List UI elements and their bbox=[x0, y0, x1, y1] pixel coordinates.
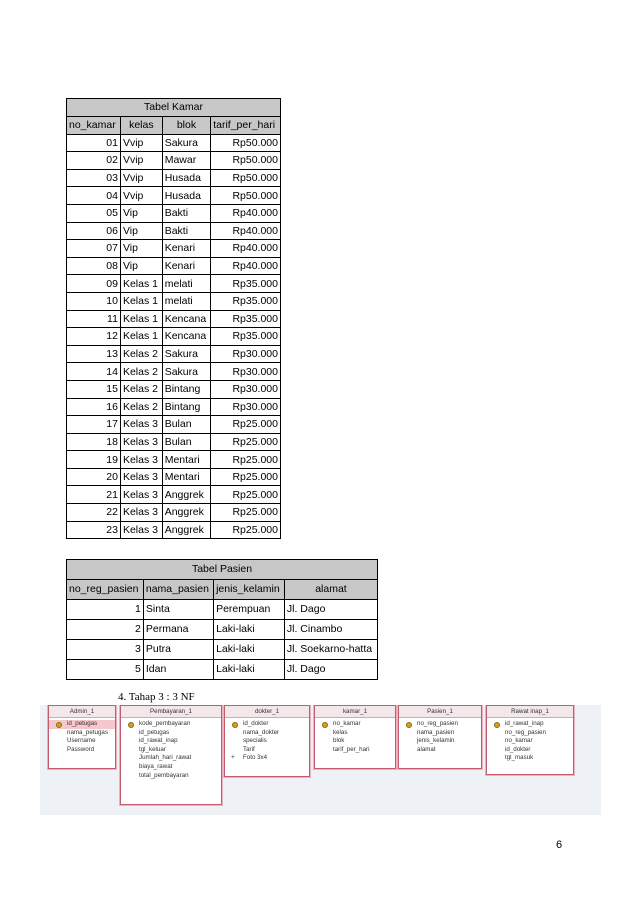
entity-title: Pasien_1 bbox=[399, 706, 481, 718]
entity-field: blok bbox=[333, 737, 345, 745]
kamar-cell: 09 bbox=[67, 275, 121, 293]
pasien-header-cell: nama_pasien bbox=[143, 580, 213, 600]
kamar-cell: Bulan bbox=[162, 433, 210, 451]
kamar-cell: 16 bbox=[67, 398, 121, 416]
entity-field: id_petugas bbox=[139, 728, 170, 736]
kamar-header-row bbox=[67, 116, 281, 134]
kamar-cell: 22 bbox=[67, 504, 121, 522]
kamar-cell: 08 bbox=[67, 257, 121, 275]
kamar-cell: Rp35.000 bbox=[211, 310, 281, 328]
kamar-row bbox=[67, 169, 281, 187]
kamar-cell: Kelas 2 bbox=[120, 345, 162, 363]
pasien-cell: Permana bbox=[143, 620, 213, 640]
kamar-cell: melati bbox=[162, 275, 210, 293]
pasien-cell: Jl. Dago bbox=[284, 660, 377, 680]
kamar-row bbox=[67, 451, 281, 469]
kamar-cell: Vip bbox=[120, 222, 162, 240]
kamar-cell: Mentari bbox=[162, 451, 210, 469]
pasien-header-cell: jenis_kelamin bbox=[214, 580, 285, 600]
kamar-row bbox=[67, 292, 281, 310]
kamar-cell: Kelas 3 bbox=[120, 521, 162, 539]
entity-field: id_dokter bbox=[505, 745, 531, 753]
entity-field: Jumlah_hari_rawat bbox=[139, 754, 192, 762]
kamar-cell: Kelas 2 bbox=[120, 380, 162, 398]
kamar-cell: 02 bbox=[67, 152, 121, 170]
kamar-row bbox=[67, 345, 281, 363]
kamar-cell: 04 bbox=[67, 187, 121, 205]
kamar-cell: Kelas 3 bbox=[120, 433, 162, 451]
kamar-cell: Rp50.000 bbox=[211, 134, 281, 152]
pasien-row bbox=[67, 660, 378, 680]
kamar-cell: 20 bbox=[67, 468, 121, 486]
kamar-row bbox=[67, 222, 281, 240]
kamar-cell: 15 bbox=[67, 380, 121, 398]
kamar-cell: Rp35.000 bbox=[211, 292, 281, 310]
entity-field: id_rawat_inap bbox=[139, 737, 178, 745]
kamar-cell: Kelas 1 bbox=[120, 310, 162, 328]
kamar-row bbox=[67, 310, 281, 328]
kamar-row bbox=[67, 521, 281, 539]
kamar-row bbox=[67, 398, 281, 416]
entity-box[interactable] bbox=[398, 705, 482, 769]
kamar-cell: Vip bbox=[120, 204, 162, 222]
entity-field: Password bbox=[67, 745, 95, 753]
primary-key-field: id_rawat_inap bbox=[487, 720, 573, 729]
entity-field-list bbox=[49, 718, 115, 754]
kamar-cell: 14 bbox=[67, 363, 121, 381]
kamar-cell: Rp40.000 bbox=[211, 222, 281, 240]
kamar-cell: 18 bbox=[67, 433, 121, 451]
kamar-row bbox=[67, 328, 281, 346]
kamar-cell: Rp50.000 bbox=[211, 169, 281, 187]
kamar-cell: Kelas 3 bbox=[120, 486, 162, 504]
kamar-cell: Husada bbox=[162, 187, 210, 205]
entity-field: kelas bbox=[333, 728, 348, 736]
kamar-row bbox=[67, 416, 281, 434]
entity-box[interactable] bbox=[224, 705, 310, 777]
kamar-cell: Rp25.000 bbox=[211, 486, 281, 504]
kamar-row bbox=[67, 486, 281, 504]
kamar-cell: Kelas 2 bbox=[120, 363, 162, 381]
primary-key-field: kode_pembayaran bbox=[121, 720, 221, 729]
kamar-cell: Bintang bbox=[162, 398, 210, 416]
pasien-cell: Laki-laki bbox=[214, 620, 285, 640]
kamar-cell: 10 bbox=[67, 292, 121, 310]
kamar-row bbox=[67, 240, 281, 258]
kamar-cell: 07 bbox=[67, 240, 121, 258]
entity-box[interactable] bbox=[48, 705, 116, 769]
kamar-cell: Rp40.000 bbox=[211, 204, 281, 222]
primary-key-field: no_kamar bbox=[315, 720, 395, 729]
kamar-cell: Rp25.000 bbox=[211, 521, 281, 539]
pasien-cell: 5 bbox=[67, 660, 144, 680]
kamar-cell: Rp50.000 bbox=[211, 187, 281, 205]
pasien-cell: Jl. Cinambo bbox=[284, 620, 377, 640]
pasien-cell: Jl. Soekarno-hatta bbox=[284, 640, 377, 660]
kamar-cell: Mentari bbox=[162, 468, 210, 486]
kamar-cell: Mawar bbox=[162, 152, 210, 170]
section-heading: 4. Tahap 3 : 3 NF bbox=[118, 691, 195, 703]
kamar-cell: 21 bbox=[67, 486, 121, 504]
kamar-row bbox=[67, 257, 281, 275]
kamar-cell: Vip bbox=[120, 240, 162, 258]
pasien-cell: 1 bbox=[67, 600, 144, 620]
kamar-cell: Kelas 3 bbox=[120, 468, 162, 486]
entity-field: tgl_masuk bbox=[505, 754, 534, 762]
kamar-row bbox=[67, 380, 281, 398]
entity-field: nama_petugas bbox=[67, 728, 108, 736]
kamar-cell: Rp50.000 bbox=[211, 152, 281, 170]
kamar-cell: Rp30.000 bbox=[211, 345, 281, 363]
entity-field: Username bbox=[67, 737, 96, 745]
entity-field-list bbox=[487, 718, 573, 763]
pasien-cell: Perempuan bbox=[214, 600, 285, 620]
entity-title: Rawat inap_1 bbox=[487, 706, 573, 718]
entity-field: no_kamar bbox=[505, 737, 533, 745]
kamar-table bbox=[66, 98, 281, 539]
kamar-cell: Vvip bbox=[120, 134, 162, 152]
kamar-header-cell: tarif_per_hari bbox=[211, 116, 281, 134]
kamar-cell: Vvip bbox=[120, 187, 162, 205]
kamar-cell: Vvip bbox=[120, 169, 162, 187]
entity-field-list bbox=[121, 718, 221, 780]
kamar-row bbox=[67, 275, 281, 293]
kamar-row bbox=[67, 152, 281, 170]
kamar-cell: Sakura bbox=[162, 363, 210, 381]
kamar-cell: Rp40.000 bbox=[211, 257, 281, 275]
entity-field-list bbox=[399, 718, 481, 754]
entity-title: Pembayaran_1 bbox=[121, 706, 221, 718]
pasien-cell: Sinta bbox=[143, 600, 213, 620]
kamar-cell: 01 bbox=[67, 134, 121, 152]
primary-key-field: no_reg_pasien bbox=[399, 720, 481, 729]
kamar-cell: Rp25.000 bbox=[211, 468, 281, 486]
entity-field-list bbox=[225, 718, 309, 763]
pasien-cell: Putra bbox=[143, 640, 213, 660]
kamar-cell: Bakti bbox=[162, 204, 210, 222]
kamar-cell: 06 bbox=[67, 222, 121, 240]
kamar-cell: 17 bbox=[67, 416, 121, 434]
entity-field: nama_pasien bbox=[417, 728, 455, 736]
kamar-cell: Rp35.000 bbox=[211, 328, 281, 346]
kamar-header-cell: no_kamar bbox=[67, 116, 121, 134]
kamar-cell: Anggrek bbox=[162, 486, 210, 504]
entity-field-list bbox=[315, 718, 395, 754]
kamar-row bbox=[67, 363, 281, 381]
pasien-row bbox=[67, 620, 378, 640]
pasien-table bbox=[66, 559, 378, 680]
kamar-cell: Anggrek bbox=[162, 521, 210, 539]
entity-box[interactable] bbox=[486, 705, 574, 775]
kamar-cell: Rp25.000 bbox=[211, 451, 281, 469]
entity-title: Admin_1 bbox=[49, 706, 115, 718]
kamar-cell: Husada bbox=[162, 169, 210, 187]
kamar-header-cell: kelas bbox=[120, 116, 162, 134]
pasien-cell: 3 bbox=[67, 640, 144, 660]
kamar-row bbox=[67, 187, 281, 205]
pasien-row bbox=[67, 640, 378, 660]
pasien-cell: Laki-laki bbox=[214, 640, 285, 660]
kamar-cell: Kencana bbox=[162, 310, 210, 328]
kamar-cell: 11 bbox=[67, 310, 121, 328]
kamar-row bbox=[67, 134, 281, 152]
entity-title: kamar_1 bbox=[315, 706, 395, 718]
entity-field: tarif_per_hari bbox=[333, 745, 370, 753]
kamar-cell: Bulan bbox=[162, 416, 210, 434]
kamar-cell: Kelas 3 bbox=[120, 451, 162, 469]
kamar-cell: Vvip bbox=[120, 152, 162, 170]
kamar-cell: Kenari bbox=[162, 257, 210, 275]
kamar-row bbox=[67, 468, 281, 486]
pasien-header-cell: alamat bbox=[284, 580, 377, 600]
kamar-cell: melati bbox=[162, 292, 210, 310]
kamar-cell: Rp25.000 bbox=[211, 416, 281, 434]
entity-field: jenis_kelamin bbox=[417, 737, 455, 745]
pasien-row bbox=[67, 600, 378, 620]
kamar-table-title: Tabel Kamar bbox=[67, 99, 281, 117]
kamar-cell: 13 bbox=[67, 345, 121, 363]
kamar-cell: Rp40.000 bbox=[211, 240, 281, 258]
kamar-cell: 23 bbox=[67, 521, 121, 539]
kamar-cell: Rp35.000 bbox=[211, 275, 281, 293]
kamar-cell: Kelas 2 bbox=[120, 398, 162, 416]
kamar-cell: 19 bbox=[67, 451, 121, 469]
entity-field: specialis bbox=[243, 737, 267, 745]
kamar-cell: Kelas 3 bbox=[120, 504, 162, 522]
kamar-cell: Vip bbox=[120, 257, 162, 275]
kamar-cell: 05 bbox=[67, 204, 121, 222]
kamar-cell: Rp25.000 bbox=[211, 504, 281, 522]
kamar-cell: Rp30.000 bbox=[211, 398, 281, 416]
pasien-cell: Idan bbox=[143, 660, 213, 680]
entity-title: dokter_1 bbox=[225, 706, 309, 718]
kamar-cell: Kelas 3 bbox=[120, 416, 162, 434]
entity-field: + Foto 3x4 bbox=[225, 754, 309, 763]
kamar-row bbox=[67, 504, 281, 522]
kamar-cell: Kenari bbox=[162, 240, 210, 258]
pasien-header-row bbox=[67, 580, 378, 600]
page-number: 6 bbox=[556, 839, 563, 851]
kamar-cell: Bakti bbox=[162, 222, 210, 240]
kamar-cell: Sakura bbox=[162, 345, 210, 363]
entity-field: total_pembayaran bbox=[139, 771, 189, 779]
primary-key-field: id_petugas bbox=[49, 720, 115, 729]
pasien-cell: Jl. Dago bbox=[284, 600, 377, 620]
kamar-cell: Kelas 1 bbox=[120, 275, 162, 293]
kamar-cell: Rp30.000 bbox=[211, 380, 281, 398]
kamar-cell: Kencana bbox=[162, 328, 210, 346]
kamar-row bbox=[67, 433, 281, 451]
kamar-cell: Sakura bbox=[162, 134, 210, 152]
kamar-cell: Rp25.000 bbox=[211, 433, 281, 451]
kamar-cell: Kelas 1 bbox=[120, 328, 162, 346]
kamar-cell: Anggrek bbox=[162, 504, 210, 522]
relationship-diagram bbox=[40, 705, 601, 815]
kamar-cell: Bintang bbox=[162, 380, 210, 398]
entity-box[interactable] bbox=[120, 705, 222, 805]
entity-field: alamat bbox=[417, 745, 436, 753]
entity-field: nama_dokter bbox=[243, 728, 280, 736]
pasien-header-cell: no_reg_pasien bbox=[67, 580, 144, 600]
kamar-cell: Kelas 1 bbox=[120, 292, 162, 310]
kamar-cell: Rp30.000 bbox=[211, 363, 281, 381]
kamar-row bbox=[67, 204, 281, 222]
entity-field: biaya_rawat bbox=[139, 762, 173, 770]
kamar-header-cell: blok bbox=[162, 116, 210, 134]
entity-field: tgl_keluar bbox=[139, 745, 166, 753]
pasien-cell: Laki-laki bbox=[214, 660, 285, 680]
entity-field: no_reg_pasien bbox=[505, 728, 546, 736]
pasien-table-title: Tabel Pasien bbox=[67, 560, 378, 580]
kamar-cell: 12 bbox=[67, 328, 121, 346]
primary-key-field: id_dokter bbox=[225, 720, 309, 729]
pasien-cell: 2 bbox=[67, 620, 144, 640]
kamar-cell: 03 bbox=[67, 169, 121, 187]
entity-field: Tarif bbox=[243, 745, 255, 753]
entity-box[interactable] bbox=[314, 705, 396, 769]
